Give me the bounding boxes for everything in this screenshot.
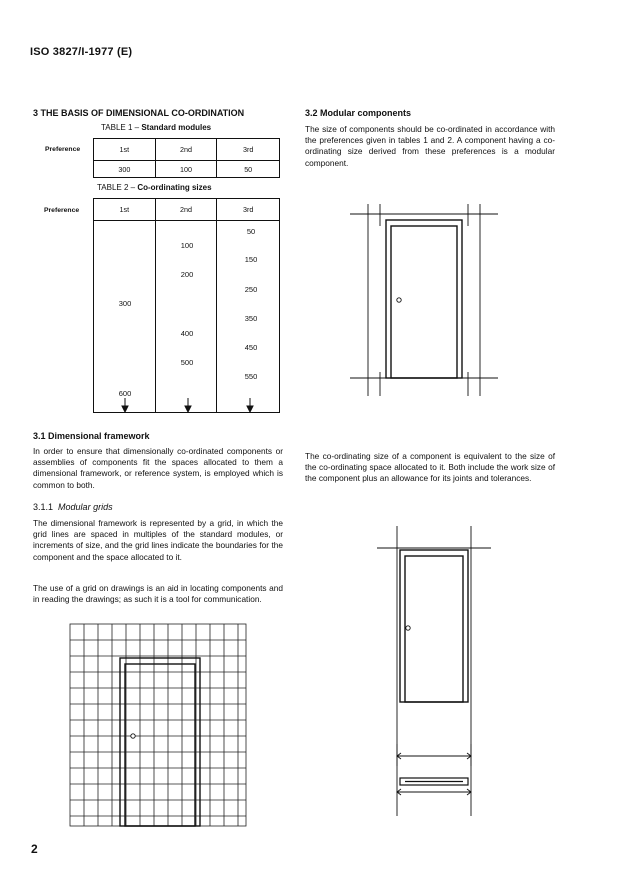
table-2-value: 100 [180,241,194,250]
table-2-value: 200 [180,270,194,279]
document-id: ISO 3827/I-1977 (E) [30,46,133,58]
table-2-value: 500 [180,358,194,367]
table-2-value: 450 [244,343,258,352]
table-2-value: 150 [244,255,258,264]
table-2-value: 250 [244,285,258,294]
section-3-1-title: 3.1 Dimensional framework [33,431,150,441]
table-2-header-2nd: 2nd [155,199,217,221]
section-3-1-text: In order to ensure that dimensionally co-ordinated components or assemblies of components fit the spaces allocated to them a dimensional framework, or reference system, is employed which is common to both. [33,446,283,490]
table-2-body-col-1 [94,221,156,413]
section-3-1-1-paragraph-2: The use of a grid on drawings is an aid in locating components and in reading the drawings; as such it is a tool for communication. [33,583,283,605]
table-1-header-3rd: 3rd [217,139,280,161]
door-in-space-figure [340,204,508,400]
table-2-row-label: Preference [44,207,80,214]
section-3-1-1-paragraph-1: The dimensional framework is represented by a grid, in which the grid lines are spaced in multiples of the standard modules, or increments of size, and the grid lines indicate the boundaries for the component and the space allocated to it. [33,518,283,562]
section-3-2-paragraph-2: The co-ordinating size of a component is equivalent to the size of the co-ordinating space allocated to it. Both include the work size of the component plus an allowance for its joints and tolerances. [305,451,555,484]
table-2-value: 600 [118,389,132,398]
table-1 [93,138,280,178]
table-1-header-1st: 1st [94,139,156,161]
table-1-value-1st: 300 [94,161,156,178]
page-number: 2 [31,842,38,856]
section-3-2-title: 3.2 Modular components [305,108,412,118]
door-component-figure [373,526,495,818]
table-2-value: 400 [180,329,194,338]
table-2-header-1st: 1st [94,199,156,221]
section-3-title: 3 THE BASIS OF DIMENSIONAL CO-ORDINATION [33,108,245,118]
table-2-caption: TABLE 2 – Co-ordinating sizes [97,183,212,192]
table-2-value: 300 [118,299,132,308]
table-2-continuation-arrows [93,396,281,416]
table-1-header-2nd: 2nd [155,139,217,161]
table-2-value: 50 [246,227,256,236]
table-2-header-3rd: 3rd [217,199,280,221]
table-1-caption: TABLE 1 – Standard modules [101,123,212,132]
modular-grid-figure [68,620,248,828]
table-2-value: 550 [244,372,258,381]
table-1-value-3rd: 50 [217,161,280,178]
table-2-value: 350 [244,314,258,323]
table-1-value-2nd: 100 [155,161,217,178]
section-3-2-paragraph-1: The size of components should be co-ordinated in accordance with the preferences given in tables 1 and 2. A component having a co-ordinating size derived from these preferences is a modular component. [305,124,555,168]
table-1-row-label: Preference [45,146,81,153]
section-3-1-1-title: 3.1.1 Modular grids [33,502,113,512]
